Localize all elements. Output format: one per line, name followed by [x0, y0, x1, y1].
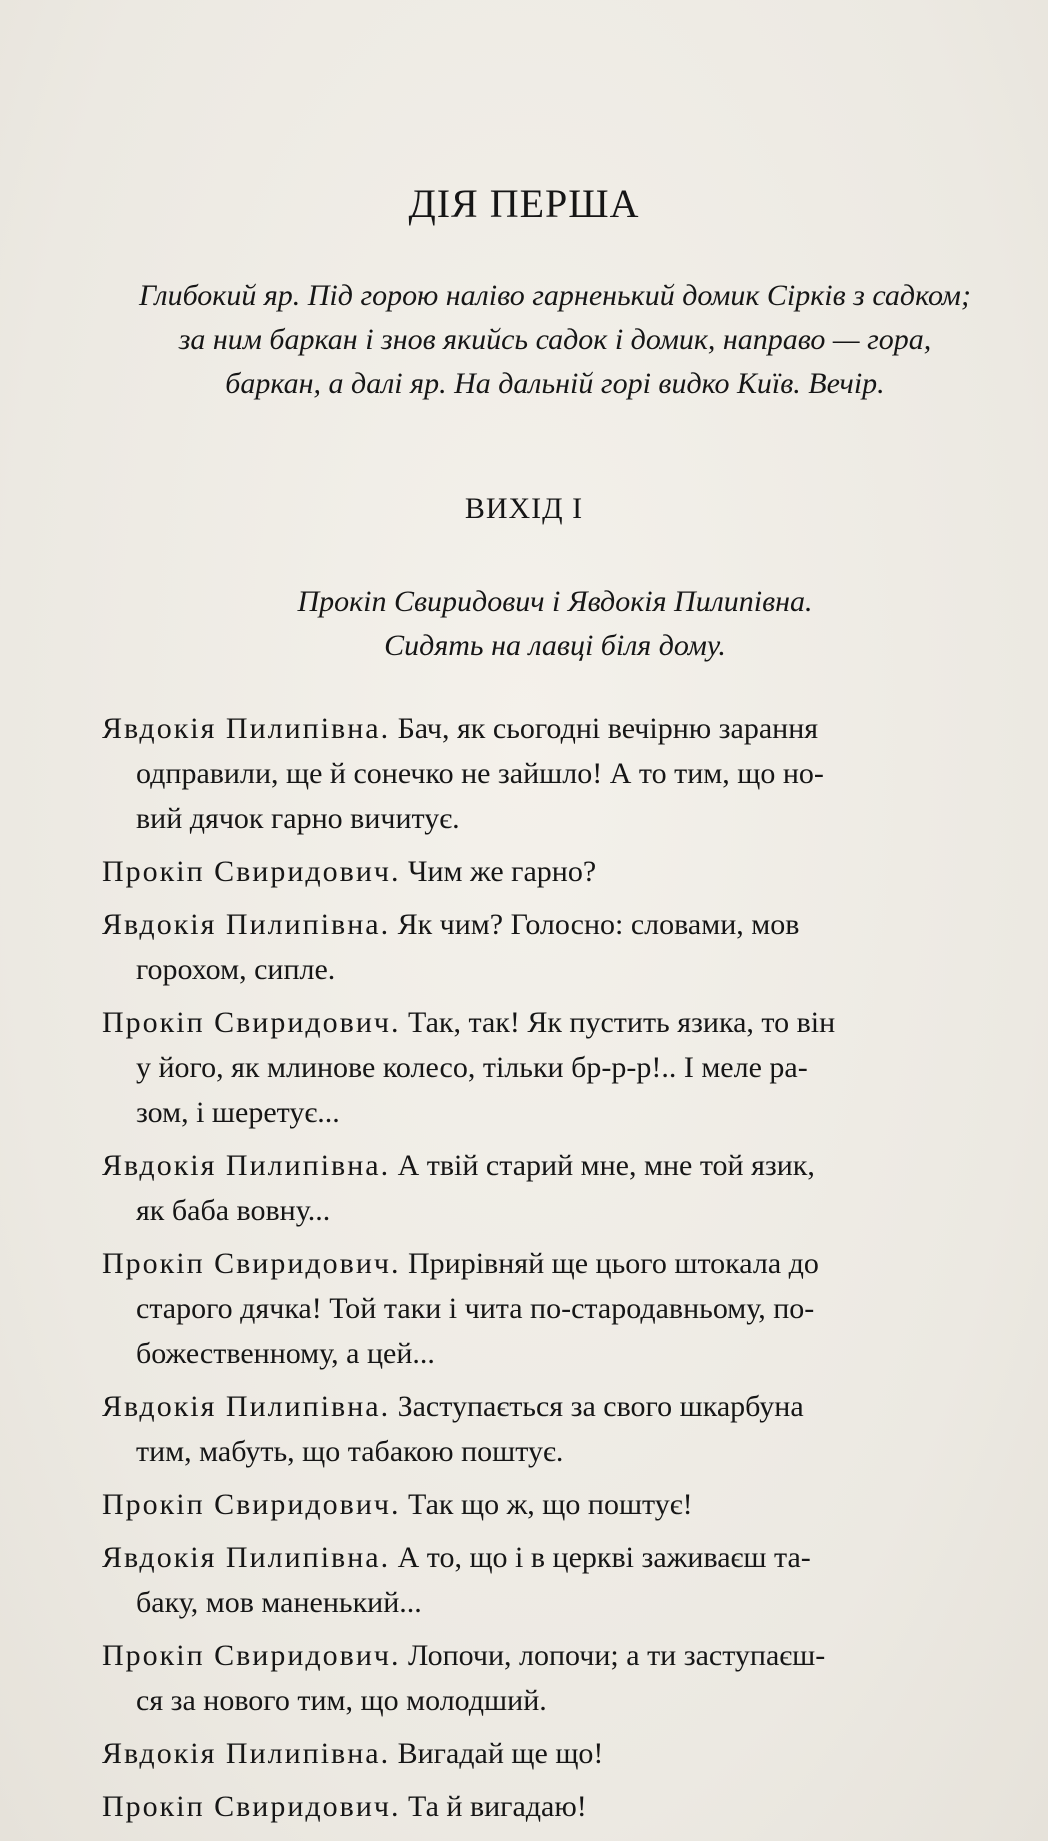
dialogue-entry [102, 1384, 1016, 1474]
act-title: ДІЯ ПЕРША [408, 181, 640, 226]
characters-stage-direction [95, 580, 1015, 668]
dialogue-first-line [102, 902, 1016, 947]
speaker-name: Прокіп Свиридович. [102, 855, 401, 888]
speaker-name: Прокіп Свиридович. [102, 1488, 401, 1521]
speaker-name: Явдокія Пилипівна. [102, 1737, 391, 1770]
speech-continuation-line: вий дячок гарно вичитує. [136, 802, 460, 835]
speech-text: Прирівняй ще цього штокала до [400, 1247, 819, 1280]
speech-continuation-line: баку, мов маненький... [136, 1586, 422, 1619]
speech-text: Лопочи, лопочи; а ти заступаєш- [400, 1639, 826, 1672]
dialogue-first-line [102, 1143, 1016, 1188]
speech-continuation-line: ся за нового тим, що молодший. [136, 1684, 547, 1717]
dialogue-entry [102, 1241, 1016, 1376]
dialogue-entry [102, 849, 1016, 894]
dialogue-first-line [102, 1000, 1016, 1045]
speech-text: Чим же гарно? [400, 855, 597, 888]
speech-text: А то, що і в церкві заживаєш та- [390, 1541, 811, 1574]
speech-text: А твій старий мне, мне той язик, [390, 1149, 815, 1182]
speaker-name: Явдокія Пилипівна. [102, 1149, 391, 1182]
dialogue-entry [102, 1000, 1016, 1135]
speech-text: Так що ж, що поштує! [400, 1488, 693, 1521]
characters-line: Прокіп Свиридович і Явдокія Пилипівна. [297, 585, 813, 618]
dialogue-first-line [102, 849, 1016, 894]
speech-text: Як чим? Голосно: словами, мов [390, 908, 800, 941]
speech-continuation-line: як баба вовну... [136, 1194, 331, 1227]
dialogue-entry [102, 1633, 1016, 1723]
setting-line: за ним баркан і знов якийсь садок і домик, направо — гора, [178, 323, 932, 356]
dialogue-entry [102, 1731, 1016, 1776]
speech-text: Так, так! Як пустить язика, то він [400, 1006, 836, 1039]
dialogue-first-line [102, 1482, 1016, 1527]
speech-continuation-line: у його, як млинове колесо, тільки бр-р-р!.. І меле ра- [136, 1051, 808, 1084]
dialogue-entry [102, 1535, 1016, 1625]
dialogue-first-line [102, 1633, 1016, 1678]
setting-line: баркан, а далі яр. На дальній горі видко Київ. Вечір. [225, 367, 885, 400]
speaker-name: Прокіп Свиридович. [102, 1639, 401, 1672]
speaker-name: Явдокія Пилипівна. [102, 908, 391, 941]
speaker-name: Явдокія Пилипівна. [102, 1390, 391, 1423]
speech-continuation-line: зом, і шеретує... [136, 1096, 340, 1129]
dialogue-entry [102, 1784, 1016, 1829]
dialogue [102, 706, 1016, 1837]
dialogue-first-line [102, 1731, 1016, 1776]
characters-line: Сидять на лавці біля дому. [384, 629, 726, 662]
dialogue-first-line [102, 1784, 1016, 1829]
speech-text: Заступається за свого шкарбуна [390, 1390, 804, 1423]
dialogue-entry [102, 706, 1016, 841]
dialogue-entry [102, 1143, 1016, 1233]
speech-continuation-line: божественному, а цей... [136, 1337, 435, 1370]
dialogue-first-line [102, 1241, 1016, 1286]
speech-continuation-line: тим, мабуть, що табакою поштує. [136, 1435, 564, 1468]
dialogue-first-line [102, 706, 1016, 751]
speaker-name: Прокіп Свиридович. [102, 1247, 401, 1280]
speaker-name: Прокіп Свиридович. [102, 1006, 401, 1039]
setting-stage-direction [95, 274, 1015, 406]
speech-text: Та й вигадаю! [400, 1790, 587, 1823]
dialogue-first-line [102, 1535, 1016, 1580]
speech-continuation-line: старого дячка! Той таки і чита по-стародавньому, по- [136, 1292, 815, 1325]
speaker-name: Явдокія Пилипівна. [102, 1541, 391, 1574]
exit-title: ВИХІД І [464, 492, 584, 525]
dialogue-entry [102, 902, 1016, 992]
speaker-name: Прокіп Свиридович. [102, 1790, 401, 1823]
speech-continuation-line: горохом, сипле. [136, 953, 336, 986]
speech-continuation-line: одправили, ще й сонечко не зайшло! А то тим, що но- [136, 757, 824, 790]
speaker-name: Явдокія Пилипівна. [102, 712, 391, 745]
setting-line: Глибокий яр. Під горою наліво гарненький домик Сірків з садком; [139, 279, 971, 312]
dialogue-entry [102, 1482, 1016, 1527]
speech-text: Бач, як сьогодні вечірню зарання [390, 712, 819, 745]
speech-text: Вигадай ще що! [390, 1737, 604, 1770]
dialogue-first-line [102, 1384, 1016, 1429]
